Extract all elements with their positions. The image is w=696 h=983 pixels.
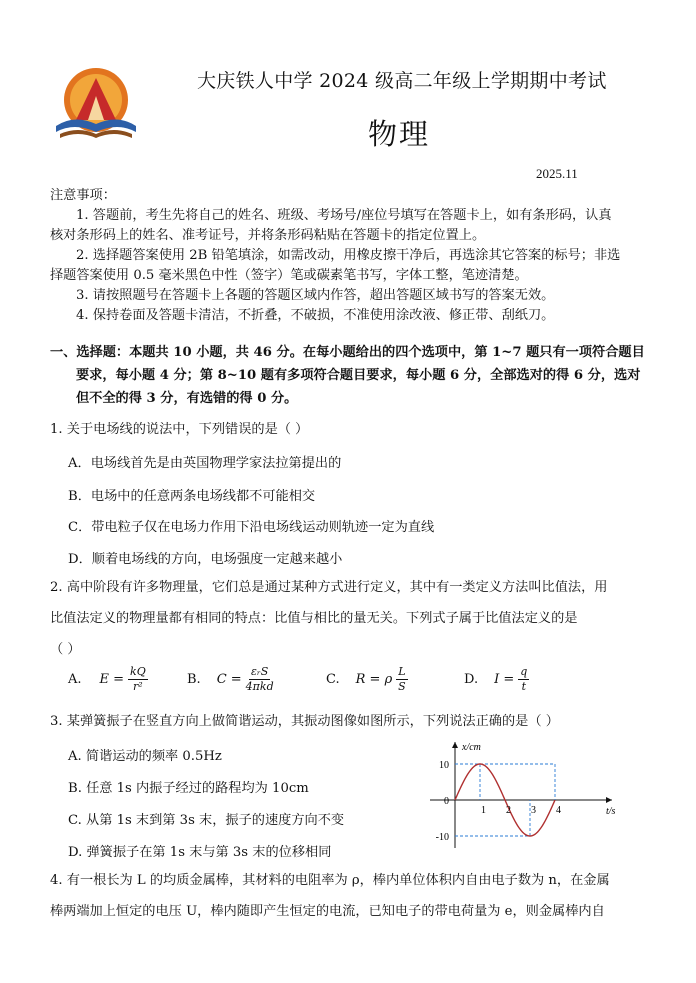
- notes-heading: 注意事项：: [50, 188, 116, 203]
- x-tick-label: 1: [481, 805, 486, 816]
- question-3-stem: 3. 某弹簧振子在竖直方向上做简谐运动，其振动图像如图所示，下列说法正确的是（ ）: [50, 714, 559, 729]
- question-3-option: C. 从第 1s 末到第 3s 末，振子的速度方向不变: [68, 813, 345, 828]
- note-line: 4. 保持卷面及答题卡清洁，不折叠，不破损，不准使用涂改液、修正带、刮纸刀。: [76, 308, 555, 323]
- y-tick-label: -10: [435, 832, 449, 843]
- question-2-stem: 2. 高中阶段有许多物理量，它们总是通过某种方式进行定义，其中有一类定义方法叫比值法，用: [50, 580, 608, 595]
- note-line: 3. 请按照题号在答题卡上各题的答题区域内作答，超出答题区域书写的答案无效。: [76, 288, 555, 303]
- question-2-option-c: C. R = ρ $\frac{L}{S}$: [326, 665, 406, 693]
- section-heading: 一、选择题：本题共 10 小题，共 46 分。在每小题给出的四个选项中，第 1~7 题只有一项符合题目: [50, 345, 645, 360]
- question-3-option: B. 任意 1s 内振子经过的路程均为 10cm: [68, 781, 309, 796]
- question-1-option: A．电场线首先是由英国物理学家法拉第提出的: [68, 456, 342, 471]
- question-2-stem: 比值法定义的物理量都有相同的特点：比值与相比的量无关。下列式子属于比值法定义的是: [50, 611, 578, 626]
- question-1-stem: 1. 关于电场线的说法中，下列错误的是（ ）: [50, 422, 309, 437]
- section-heading: 要求，每小题 4 分；第 8~10 题有多项符合题目要求，每小题 6 分，全部选对的得 6 分，选对: [76, 368, 641, 383]
- question-2-option-a: A. E = $\frac{kQ}{\text{r²}}$: [68, 665, 146, 693]
- y-tick-label: 0: [444, 796, 449, 807]
- exam-date: 2025.11: [536, 166, 578, 181]
- note-line: 1. 答题前，考生先将自己的姓名、班级、考场号/座位号填写在答题卡上，如有条形码，认真: [76, 208, 612, 223]
- x-tick-label: 3: [531, 805, 536, 816]
- question-3-option: D. 弹簧振子在第 1s 末与第 3s 末的位移相同: [68, 845, 332, 860]
- question-1-option: D．顺着电场线的方向，电场强度一定越来越小: [68, 552, 343, 567]
- note-line: 2. 选择题答案使用 2B 铅笔填涂，如需改动，用橡皮擦干净后，再选涂其它答案的标号；非选: [76, 248, 621, 263]
- x-tick-label: 4: [556, 805, 561, 816]
- y-tick-label: 10: [439, 760, 449, 771]
- question-2-option-d: D. I = $\frac{q}{t}$: [464, 665, 528, 693]
- y-axis-label: x/cm: [462, 742, 481, 753]
- question-2-option-b: B. C = $\frac{\text{εᵣS}}{\text{4πkd}}$: [187, 665, 274, 693]
- note-line: 核对条形码上的姓名、准考证号，并将条形码粘贴在答题卡的指定位置上。: [50, 228, 486, 243]
- x-axis-label: t/s: [606, 806, 616, 817]
- question-4-stem: 4. 有一根长为 L 的均质金属棒，其材料的电阻率为 ρ，棒内单位体积内自由电子数为 n，在金属: [50, 873, 610, 888]
- x-tick-label: 2: [506, 805, 511, 816]
- school-logo: [50, 62, 142, 142]
- exam-title: 大庆铁人中学 2024 级高二年级上学期期中考试: [197, 70, 607, 92]
- subject-title: 物理: [368, 117, 431, 151]
- question-4-stem: 棒两端加上恒定的电压 U，棒内随即产生恒定的电流，已知电子的带电荷量为 e，则金属棒内自: [50, 904, 605, 919]
- section-heading: 但不全的得 3 分，有选错的得 0 分。: [76, 391, 298, 406]
- question-3-option: A. 简谐运动的频率 0.5Hz: [68, 749, 222, 764]
- note-line: 择题答案使用 0.5 毫米黑色中性（签字）笔或碳素笔书写，字体工整，笔迹清楚。: [50, 268, 528, 283]
- question-2-stem: （ ）: [50, 642, 81, 657]
- question-1-option: B．电场中的任意两条电场线都不可能相交: [68, 489, 316, 504]
- question-1-option: C．带电粒子仅在电场力作用下沿电场线运动则轨迹一定为直线: [68, 520, 435, 535]
- vibration-graph: [420, 736, 630, 856]
